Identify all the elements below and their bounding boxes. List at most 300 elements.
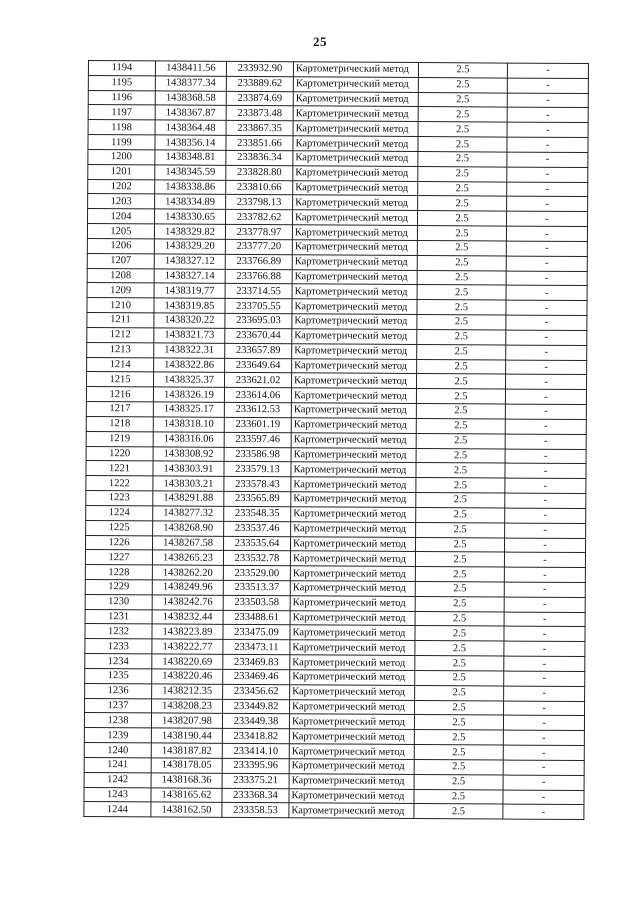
y-coordinate-cell: 233456.62 [223,684,290,699]
x-coordinate-cell: 1438348.81 [155,150,226,165]
method-cell: Картометрический метод [291,403,416,419]
method-cell: Картометрический метод [291,507,416,523]
x-coordinate-cell: 1438320.22 [154,313,225,328]
x-coordinate-cell: 1438223.89 [152,624,223,639]
y-coordinate-cell: 233601.19 [224,417,291,432]
y-coordinate-cell: 233449.82 [223,699,290,714]
description-cell: - [507,167,588,182]
method-cell: Картометрический метод [289,759,414,775]
y-coordinate-cell: 233777.20 [225,239,292,254]
point-number-cell: 1226 [86,535,153,550]
point-number-cell: 1236 [85,683,152,698]
x-coordinate-cell: 1438303.91 [153,461,224,476]
y-coordinate-cell: 233670.44 [225,328,292,343]
method-cell: Картометрический метод [292,255,417,271]
description-cell: - [505,493,586,508]
method-cell: Картометрический метод [290,640,415,656]
x-coordinate-cell: 1438220.69 [152,654,223,669]
description-cell: - [503,715,584,730]
method-cell: Картометрический метод [289,773,414,789]
description-cell: - [505,374,586,389]
y-coordinate-cell: 233649.64 [225,358,292,373]
y-coordinate-cell: 233778.97 [225,224,292,239]
x-coordinate-cell: 1438316.06 [153,432,224,447]
point-number-cell: 1212 [87,327,154,342]
x-coordinate-cell: 1438222.77 [152,639,223,654]
point-number-cell: 1202 [88,179,155,194]
description-cell: - [504,552,585,567]
point-number-cell: 1194 [88,61,155,76]
point-number-cell: 1214 [87,357,154,372]
method-cell: Картометрический метод [291,447,416,463]
description-cell: - [503,790,584,805]
description-cell: - [506,315,587,330]
table-row [84,802,584,820]
y-coordinate-cell: 233586.98 [224,447,291,462]
description-cell: - [507,152,588,167]
description-cell: - [504,597,585,612]
x-coordinate-cell: 1438330.65 [154,209,225,224]
description-cell: - [507,122,588,137]
accuracy-cell: 2.5 [415,700,504,715]
accuracy-cell: 2.5 [418,77,507,92]
method-cell: Картометрический метод [289,803,414,819]
description-cell: - [504,627,585,642]
y-coordinate-cell: 233714.55 [225,284,292,299]
point-number-cell: 1211 [87,313,154,328]
description-cell: - [506,241,587,256]
accuracy-cell: 2.5 [415,611,504,626]
accuracy-cell: 2.5 [415,596,504,611]
point-number-cell: 1222 [86,476,153,491]
x-coordinate-cell: 1438208.23 [152,699,223,714]
description-cell: - [507,182,588,197]
method-cell: Картометрический метод [293,180,418,196]
y-coordinate-cell: 233579.13 [224,462,291,477]
description-cell: - [507,108,588,123]
accuracy-cell: 2.5 [417,315,506,330]
accuracy-cell: 2.5 [416,433,505,448]
description-cell: - [504,641,585,656]
accuracy-cell: 2.5 [417,211,506,226]
point-number-cell: 1217 [86,402,153,417]
description-cell: - [503,745,584,760]
method-cell: Картометрический метод [290,596,415,612]
description-cell: - [504,612,585,627]
description-cell: - [504,671,585,686]
method-cell: Картометрический метод [292,210,417,226]
description-cell: - [503,804,584,819]
description-cell: - [504,567,585,582]
x-coordinate-cell: 1438321.73 [154,328,225,343]
point-number-cell: 1231 [85,609,152,624]
description-cell: - [506,285,587,300]
method-cell: Картометрический метод [292,329,417,345]
y-coordinate-cell: 233614.06 [224,388,291,403]
point-number-cell: 1243 [84,787,151,802]
y-coordinate-cell: 233874.69 [226,91,293,106]
description-cell: - [507,63,588,78]
method-cell: Картометрический метод [291,477,416,493]
y-coordinate-cell: 233565.89 [224,491,291,506]
point-number-cell: 1210 [87,298,154,313]
x-coordinate-cell: 1438334.89 [155,194,226,209]
method-cell: Картометрический метод [290,685,415,701]
accuracy-cell: 2.5 [416,389,505,404]
accuracy-cell: 2.5 [414,774,503,789]
accuracy-cell: 2.5 [414,745,503,760]
method-cell: Картометрический метод [290,699,415,715]
x-coordinate-cell: 1438265.23 [152,550,223,565]
description-cell: - [505,389,586,404]
description-cell: - [503,730,584,745]
point-number-cell: 1207 [87,253,154,268]
y-coordinate-cell: 233657.89 [225,343,292,358]
x-coordinate-cell: 1438291.88 [153,491,224,506]
point-number-cell: 1242 [84,772,151,787]
point-number-cell: 1198 [88,120,155,135]
coordinates-table-body [84,61,589,820]
accuracy-cell: 2.5 [416,418,505,433]
point-number-cell: 1239 [84,728,151,743]
description-cell: - [505,434,586,449]
x-coordinate-cell: 1438277.32 [153,506,224,521]
description-cell: - [506,300,587,315]
y-coordinate-cell: 233414.10 [222,743,289,758]
description-cell: - [503,775,584,790]
x-coordinate-cell: 1438367.87 [155,105,226,120]
description-cell: - [507,93,588,108]
point-number-cell: 1195 [88,75,155,90]
y-coordinate-cell: 233810.66 [226,180,293,195]
method-cell: Картометрический метод [290,670,415,686]
x-coordinate-cell: 1438325.17 [153,402,224,417]
description-cell: - [506,360,587,375]
accuracy-cell: 2.5 [414,730,503,745]
method-cell: Картометрический метод [292,269,417,285]
point-number-cell: 1235 [85,668,152,683]
accuracy-cell: 2.5 [415,581,504,596]
method-cell: Картометрический метод [290,625,415,641]
y-coordinate-cell: 233889.62 [226,76,293,91]
point-number-cell: 1225 [86,520,153,535]
method-cell: Картометрический метод [292,284,417,300]
description-cell: - [505,449,586,464]
accuracy-cell: 2.5 [417,285,506,300]
x-coordinate-cell: 1438377.34 [155,76,226,91]
x-coordinate-cell: 1438165.62 [151,787,222,802]
description-cell: - [505,478,586,493]
accuracy-cell: 2.5 [414,789,503,804]
method-cell: Картометрический метод [293,166,418,182]
x-coordinate-cell: 1438326.19 [153,387,224,402]
x-coordinate-cell: 1438267.58 [153,535,224,550]
x-coordinate-cell: 1438364.48 [155,120,226,135]
point-number-cell: 1201 [88,164,155,179]
description-cell: - [504,701,585,716]
point-number-cell: 1215 [87,372,154,387]
x-coordinate-cell: 1438329.82 [154,224,225,239]
accuracy-cell: 2.5 [418,181,507,196]
point-number-cell: 1199 [88,135,155,150]
accuracy-cell: 2.5 [418,151,507,166]
accuracy-cell: 2.5 [417,255,506,270]
method-cell: Картометрический метод [293,106,418,122]
y-coordinate-cell: 233488.61 [223,610,290,625]
point-number-cell: 1205 [87,224,154,239]
y-coordinate-cell: 233548.35 [224,506,291,521]
y-coordinate-cell: 233782.62 [225,210,292,225]
method-cell: Картометрический метод [293,195,418,211]
point-number-cell: 1219 [86,431,153,446]
point-number-cell: 1196 [88,90,155,105]
point-number-cell: 1233 [85,639,152,654]
method-cell: Картометрический метод [291,492,416,508]
point-number-cell: 1213 [87,342,154,357]
accuracy-cell: 2.5 [418,196,507,211]
y-coordinate-cell: 233535.64 [224,536,291,551]
x-coordinate-cell: 1438322.86 [154,357,225,372]
x-coordinate-cell: 1438327.14 [154,269,225,284]
x-coordinate-cell: 1438168.36 [151,773,222,788]
point-number-cell: 1234 [85,654,152,669]
accuracy-cell: 2.5 [415,626,504,641]
method-cell: Картометрический метод [290,610,415,626]
accuracy-cell: 2.5 [418,122,507,137]
y-coordinate-cell: 233503.58 [223,595,290,610]
accuracy-cell: 2.5 [416,448,505,463]
coordinates-table [83,60,589,820]
y-coordinate-cell: 233766.88 [225,269,292,284]
point-number-cell: 1200 [88,149,155,164]
x-coordinate-cell: 1438319.85 [154,298,225,313]
accuracy-cell: 2.5 [417,300,506,315]
method-cell: Картометрический метод [293,151,418,167]
y-coordinate-cell: 233537.46 [224,521,291,536]
description-cell: - [506,256,587,271]
accuracy-cell: 2.5 [417,270,506,285]
description-cell: - [505,419,586,434]
description-cell: - [504,656,585,671]
y-coordinate-cell: 233612.53 [224,402,291,417]
x-coordinate-cell: 1438356.14 [155,135,226,150]
method-cell: Картометрический метод [293,136,418,152]
accuracy-cell: 2.5 [416,478,505,493]
method-cell: Картометрический метод [293,62,418,78]
description-cell: - [507,137,588,152]
accuracy-cell: 2.5 [414,715,503,730]
method-cell: Картометрический метод [289,744,414,760]
x-coordinate-cell: 1438325.37 [154,372,225,387]
y-coordinate-cell: 233597.46 [224,432,291,447]
description-cell: - [503,760,584,775]
point-number-cell: 1237 [85,698,152,713]
point-number-cell: 1221 [86,461,153,476]
point-number-cell: 1197 [88,105,155,120]
x-coordinate-cell: 1438207.98 [151,713,222,728]
accuracy-cell: 2.5 [414,804,503,819]
accuracy-cell: 2.5 [417,329,506,344]
description-cell: - [506,345,587,360]
point-number-cell: 1204 [88,209,155,224]
method-cell: Картометрический метод [290,566,415,582]
x-coordinate-cell: 1438319.77 [154,283,225,298]
method-cell: Картометрический метод [293,91,418,107]
y-coordinate-cell: 233578.43 [224,477,291,492]
y-coordinate-cell: 233867.35 [226,121,293,136]
accuracy-cell: 2.5 [417,344,506,359]
description-cell: - [504,582,585,597]
x-coordinate-cell: 1438162.50 [151,802,222,817]
point-number-cell: 1230 [85,594,152,609]
y-coordinate-cell: 233621.02 [225,373,292,388]
y-coordinate-cell: 233469.83 [223,654,290,669]
point-number-cell: 1241 [84,757,151,772]
description-cell: - [506,226,587,241]
accuracy-cell: 2.5 [415,656,504,671]
point-number-cell: 1206 [87,238,154,253]
method-cell: Картометрический метод [291,388,416,404]
y-coordinate-cell: 233851.66 [226,135,293,150]
point-number-cell: 1224 [86,505,153,520]
x-coordinate-cell: 1438338.86 [155,180,226,195]
accuracy-cell: 2.5 [415,670,504,685]
method-cell: Картометрический метод [291,521,416,537]
x-coordinate-cell: 1438345.59 [155,165,226,180]
accuracy-cell: 2.5 [416,493,505,508]
x-coordinate-cell: 1438262.20 [152,565,223,580]
accuracy-cell: 2.5 [414,759,503,774]
accuracy-cell: 2.5 [418,166,507,181]
page-number: 25 [313,34,327,49]
accuracy-cell: 2.5 [418,63,507,78]
x-coordinate-cell: 1438190.44 [151,728,222,743]
y-coordinate-cell: 233798.13 [226,195,293,210]
point-number-cell: 1227 [85,550,152,565]
description-cell: - [505,463,586,478]
method-cell: Картометрический метод [291,432,416,448]
x-coordinate-cell: 1438318.10 [153,417,224,432]
method-cell: Картометрический метод [292,373,417,389]
point-number-cell: 1203 [88,194,155,209]
point-number-cell: 1228 [85,565,152,580]
point-number-cell: 1208 [87,268,154,283]
accuracy-cell: 2.5 [416,537,505,552]
point-number-cell: 1232 [85,624,152,639]
y-coordinate-cell: 233395.96 [222,758,289,773]
accuracy-cell: 2.5 [418,92,507,107]
y-coordinate-cell: 233529.00 [223,565,290,580]
method-cell: Картометрический метод [289,714,414,730]
x-coordinate-cell: 1438242.76 [152,595,223,610]
y-coordinate-cell: 233449.38 [222,714,289,729]
point-number-cell: 1216 [86,387,153,402]
accuracy-cell: 2.5 [416,374,505,389]
x-coordinate-cell: 1438268.90 [153,521,224,536]
point-number-cell: 1209 [87,283,154,298]
point-number-cell: 1223 [86,491,153,506]
method-cell: Картометрический метод [293,77,418,93]
description-cell: - [506,330,587,345]
accuracy-cell: 2.5 [418,137,507,152]
method-cell: Картометрический метод [292,240,417,256]
y-coordinate-cell: 233513.37 [223,580,290,595]
x-coordinate-cell: 1438178.05 [151,758,222,773]
method-cell: Картометрический метод [292,343,417,359]
method-cell: Картометрический метод [291,462,416,478]
method-cell: Картометрический метод [292,299,417,315]
method-cell: Картометрический метод [293,121,418,137]
description-cell: - [507,197,588,212]
x-coordinate-cell: 1438303.21 [153,476,224,491]
y-coordinate-cell: 233532.78 [223,551,290,566]
x-coordinate-cell: 1438249.96 [152,580,223,595]
x-coordinate-cell: 1438329.20 [154,239,225,254]
point-number-cell: 1220 [86,446,153,461]
point-number-cell: 1244 [84,802,151,817]
method-cell: Картометрический метод [292,314,417,330]
description-cell: - [507,78,588,93]
y-coordinate-cell: 233418.82 [222,729,289,744]
x-coordinate-cell: 1438308.92 [153,446,224,461]
description-cell: - [506,271,587,286]
y-coordinate-cell: 233932.90 [226,61,293,76]
x-coordinate-cell: 1438322.31 [154,343,225,358]
description-cell: - [505,538,586,553]
method-cell: Картометрический метод [291,418,416,434]
point-number-cell: 1229 [85,579,152,594]
accuracy-cell: 2.5 [416,507,505,522]
y-coordinate-cell: 233873.48 [226,106,293,121]
y-coordinate-cell: 233828.80 [226,165,293,180]
method-cell: Картометрический метод [289,729,414,745]
method-cell: Картометрический метод [292,225,417,241]
accuracy-cell: 2.5 [416,463,505,478]
y-coordinate-cell: 233358.53 [222,803,289,818]
method-cell: Картометрический метод [290,655,415,671]
x-coordinate-cell: 1438327.12 [154,254,225,269]
description-cell: - [506,211,587,226]
y-coordinate-cell: 233705.55 [225,299,292,314]
x-coordinate-cell: 1438212.35 [152,684,223,699]
x-coordinate-cell: 1438411.56 [155,61,226,76]
y-coordinate-cell: 233766.89 [225,254,292,269]
y-coordinate-cell: 233836.34 [226,150,293,165]
accuracy-cell: 2.5 [415,641,504,656]
x-coordinate-cell: 1438187.82 [151,743,222,758]
y-coordinate-cell: 233473.11 [223,640,290,655]
method-cell: Картометрический метод [290,581,415,597]
accuracy-cell: 2.5 [418,107,507,122]
point-number-cell: 1240 [84,743,151,758]
y-coordinate-cell: 233475.09 [223,625,290,640]
description-cell: - [504,686,585,701]
description-cell: - [505,404,586,419]
accuracy-cell: 2.5 [416,522,505,537]
accuracy-cell: 2.5 [416,404,505,419]
accuracy-cell: 2.5 [417,240,506,255]
method-cell: Картометрический метод [291,536,416,552]
point-number-cell: 1218 [86,416,153,431]
accuracy-cell: 2.5 [417,226,506,241]
accuracy-cell: 2.5 [415,567,504,582]
x-coordinate-cell: 1438232.44 [152,610,223,625]
method-cell: Картометрический метод [292,358,417,374]
accuracy-cell: 2.5 [415,685,504,700]
x-coordinate-cell: 1438368.58 [155,91,226,106]
method-cell: Картометрический метод [290,551,415,567]
point-number-cell: 1238 [84,713,151,728]
